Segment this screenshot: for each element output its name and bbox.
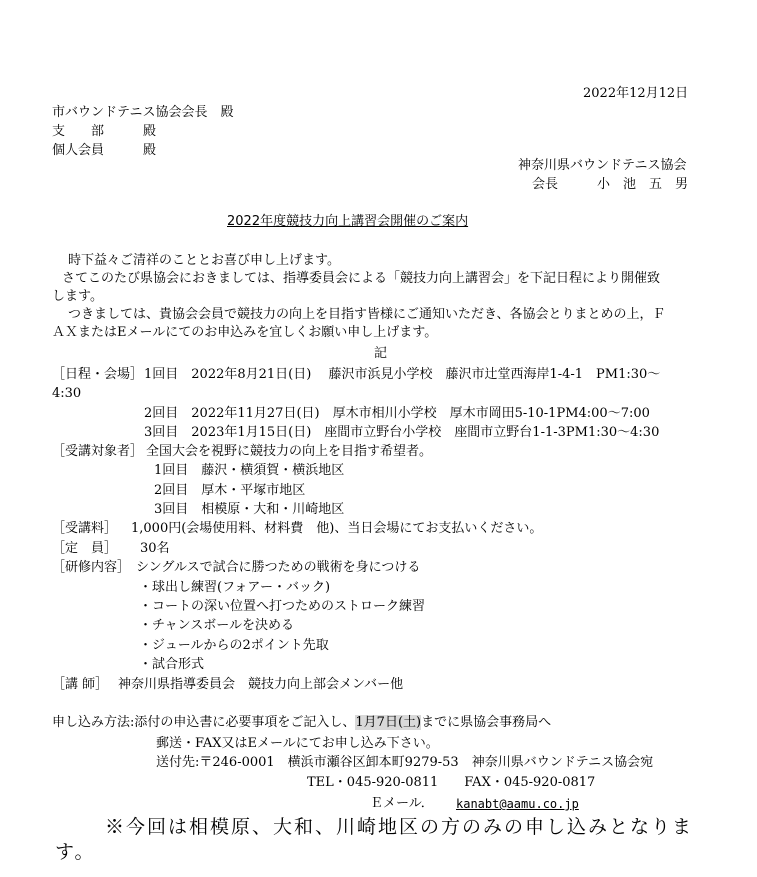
schedule-row: 1回目 2022年8月21日(日) 藤沢市浜見小学校 藤沢市辻堂西海岸1-4-1 PM1:30～: [144, 367, 661, 382]
target-area: 1回目 藤沢・横須賀・横浜地区: [154, 463, 345, 478]
apply-method: 郵送・FAX又はEメールにてお申し込み下さい。: [156, 736, 439, 751]
document-date: 2022年12月12日: [583, 86, 689, 101]
content-item: ・コートの深い位置へ打つためのストローク練習: [139, 599, 426, 614]
apply-post: までに県協会事務局へ: [421, 715, 552, 730]
email-link[interactable]: kanabt@aamu.co.jp: [456, 797, 579, 811]
document-title: 2022年度競技力向上講習会開催のご案内: [227, 214, 469, 229]
sender-org: 神奈川県バウンドテニス協会: [518, 158, 687, 173]
fee-label: ［受講料］: [52, 521, 118, 536]
schedule-row: 3回目 2023年1月15日(日) 座間市立野台小学校 座間市立野台1-1-3PM1:30～4:30: [144, 425, 660, 440]
capacity-label: ［定 員］: [52, 541, 118, 556]
apply-deadline: 1月7日(土): [355, 715, 422, 730]
schedule-row-cont: 4:30: [52, 386, 82, 401]
email-label: Ｅメール．: [370, 796, 434, 811]
apply-line: [52, 715, 551, 731]
apply-pre: 添付の申込書に必要事項をご記入し、: [134, 715, 356, 730]
body-line: します。: [52, 289, 103, 304]
body-line: つきましては、貴協会会員で競技力の向上を目指す皆様にご通知いただき、各協会とりまとめの上，Ｆ: [68, 307, 666, 322]
content-item: ・球出し練習(フォアー・バック): [139, 580, 331, 595]
target-label: ［受講対象者］: [52, 444, 144, 459]
body-line: ＡＸまたはEメールにてのお申込みを宜しくお願い申し上げます。: [52, 325, 438, 340]
schedule-label: ［日程・会場］: [52, 367, 144, 382]
content-item: ・ジュールからの2ポイント先取: [139, 638, 329, 653]
content-item: ・チャンスボールを決める: [139, 618, 294, 633]
sender-name: 会長 小 池 五 男: [532, 177, 689, 192]
notice-text-cont: す。: [55, 841, 96, 863]
recipient-line: 個人会員 殿: [52, 143, 157, 158]
target-area: 2回目 厚木・平塚市地区: [154, 483, 306, 498]
target-text: 全国大会を視野に競技力の向上を目指す希望者。: [146, 444, 433, 459]
recipient-line: 市バウンドテニス協会会長 殿: [52, 105, 234, 120]
fee-text: 1,000円(会場使用料、材料費 他)、当日会場にてお支払いください。: [131, 521, 543, 536]
recipient-line: 支 部 殿: [52, 124, 157, 139]
apply-label: 申し込み方法:: [52, 715, 135, 730]
body-line: さてこのたび県協会におきましては、指導委員会による「競技力向上講習会」を下記日程により開催致: [62, 271, 661, 286]
notice-text: ※今回は相模原、大和、川崎地区の方のみの申し込みとなりま: [105, 816, 694, 838]
instructor-text: 神奈川県指導委員会 競技力向上部会メンバー他: [118, 677, 404, 692]
apply-address: 送付先:〒246-0001 横浜市瀬谷区卸本町9279-53 神奈川県バウンドテニス協会宛: [156, 755, 654, 770]
capacity-text: 30名: [140, 541, 170, 556]
apply-tel-fax: TEL・045-920-0811 FAX・045-920-0817: [307, 775, 596, 790]
body-line: 時下益々ご清祥のこととお喜び申し上げます。: [68, 253, 340, 268]
instructor-label: ［講 師］: [52, 677, 109, 692]
schedule-row: 2回目 2022年11月27日(日) 厚木市相川小学校 厚木市岡田5-10-1PM4:00～7:00: [144, 406, 650, 421]
content-label: ［研修内容］: [52, 560, 131, 575]
content-text: シングルスで試合に勝つための戦術を身につける: [136, 560, 421, 575]
content-item: ・試合形式: [139, 657, 205, 672]
ki-heading: 記: [374, 346, 388, 361]
target-area: 3回目 相模原・大和・川崎地区: [154, 502, 345, 517]
